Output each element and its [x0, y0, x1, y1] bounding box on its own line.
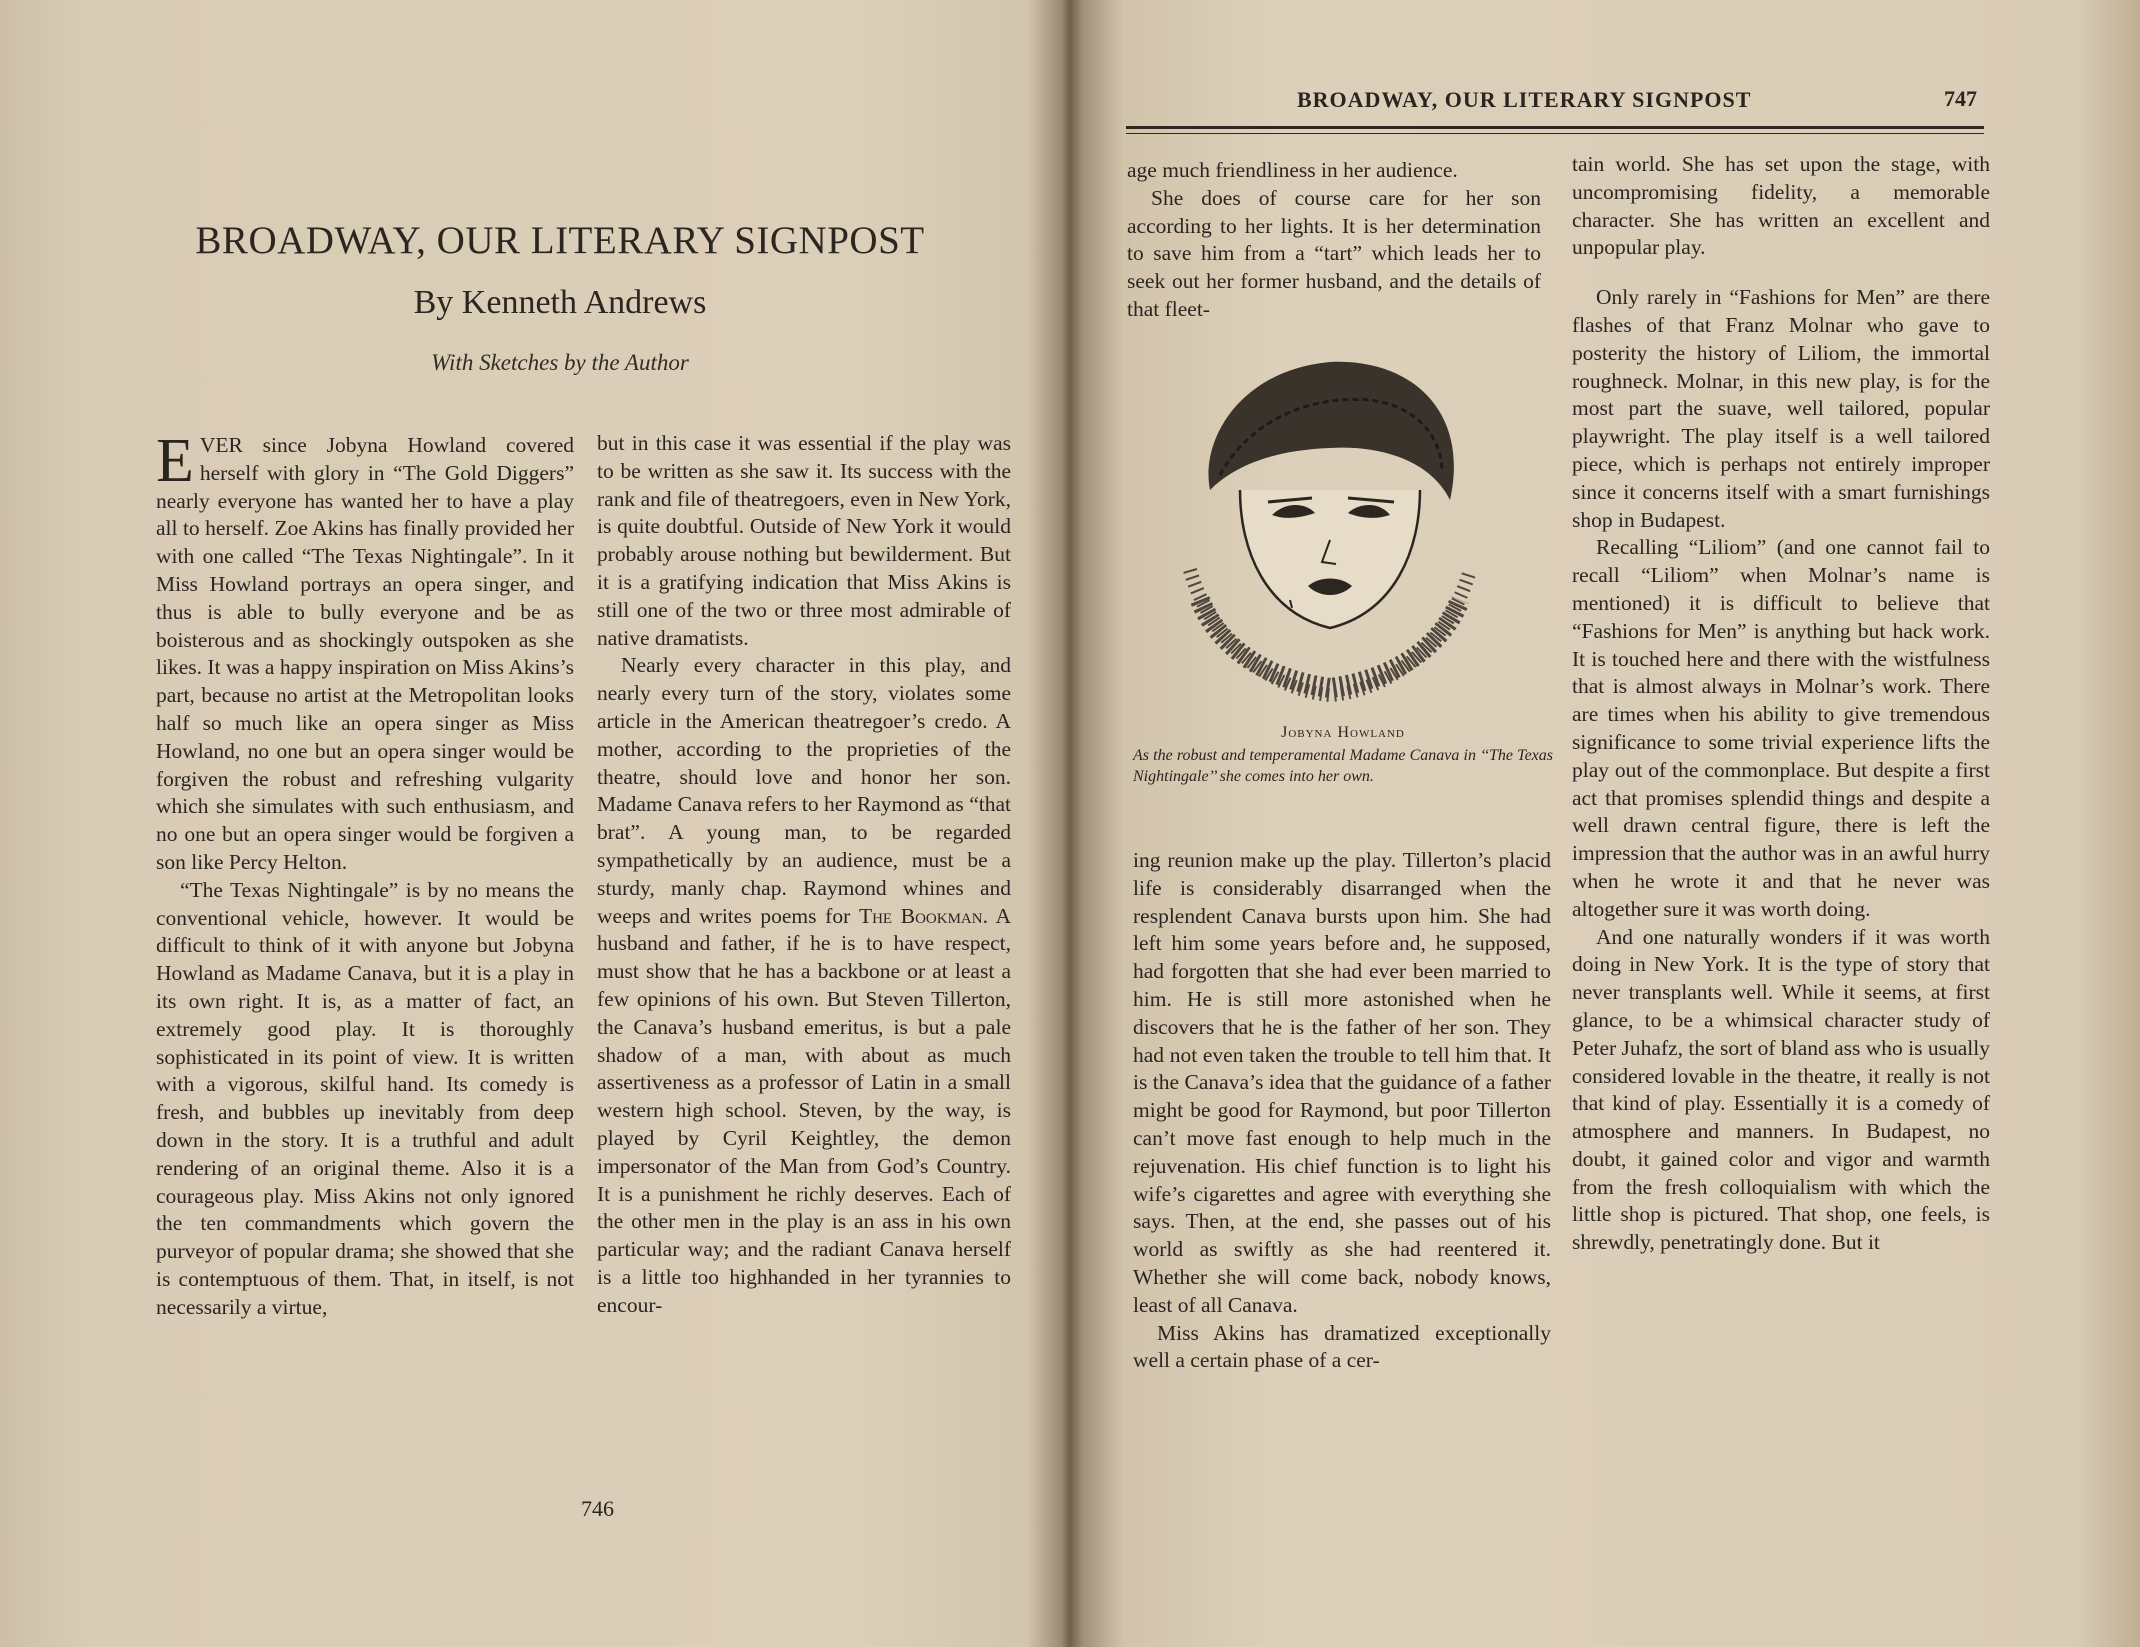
paragraph-text: VER since Jobyna Howland covered herself with glory in “The Gold Diggers” nearly everyone has wanted her to have a play all to herself. Zoe Akins has finally provided her with one called “The Texas Nightingale”. In it Miss Howland portrays an opera singer, and thus is able to bully everyone and be as boisterous and as shockingly outspoken as she likes. It was a happy inspiration on Miss Akins’s part, because no artist at the Metropolitan looks half so much like an opera singer as Miss Howland, no one but an opera singer would be forgiven the robust and refreshing vulgarity which she simulates with such enthusiasm, and no one but an opera singer would be forgiven a son like Percy Helton.: [156, 433, 574, 874]
article-byline: By Kenneth Andrews: [413, 284, 707, 321]
drop-cap: E: [156, 432, 194, 495]
paragraph: Miss Akins has dramatized exceptionally well a certain phase of a cer-: [1133, 1320, 1551, 1373]
article-title: BROADWAY, OUR LITERARY SIGNPOST: [195, 219, 925, 262]
left-page: [0, 0, 1060, 1647]
paragraph-text: . A husband and father, if he is to have respect, must show that he has a backbone or at least a few opinions of his own. But Steven Tillerton, the Canava’s husband emeritus, is but a pale shadow of a man, with about as much assertiveness as a professor of Latin in a small western high school. Steven, by the way, is played by Cyril Keightley, the demon impersonator of the Man from God’s Country. It is a punishment he richly deserves. Each of the other men in the play is an ass in his own particular way; and the radiant Canava herself is a little too highhanded in her tyrannies to encour-: [597, 903, 1011, 1317]
paragraph: “The Texas Nightingale” is by no means the conventional vehicle, however. It would be difficult to think of it with anyone but Jobyna Howland as Madame Canava, but it is a play in its own right. It is, as a matter of fact, an extremely good play. It is thoroughly sophisticated in its point of view. It is written with a vigorous, skilful hand. Its comedy is fresh, and bubbles up inevitably from deep down in the story. It is a truthful and adult rendering of an original theme. Also it is a courageous play. Miss Akins not only ignored the ten commandments which govern the purveyor of popular drama; she showed that she is contemptuous of them. That, in itself, is not necessarily a virtue,: [156, 877, 574, 1319]
page-number-right: 747: [1944, 86, 1977, 111]
paragraph: And one naturally wonders if it was worth doing in New York. It is the type of story that never transplants well. While it seems, at first glance, to be a whimsical character study of Peter Juhafz, the sort of bland ass who is usually considered lovable in the theatre, it really is not that kind of play. Essentially it is a comedy of atmosphere and manners. In Budapest, no doubt, it gained color and vigor and warmth from the fresh colloquialism with which the little shop is pictured. That shop, one feels, is shrewdly, penetratingly done. But it: [1572, 924, 1990, 1255]
paragraph-text: Nearly every character in this play, and nearly every turn of the story, violates some article in the American theatregoer’s credo. A mother, according to the proprieties of the theatre, should love and honor her son. Madame Canava refers to her Raymond as “that brat”. A young man, to be regarded sympathetically by an audience, must be a sturdy, manly chap. Raymond whines and weeps and writes poems for: [597, 653, 1011, 928]
left-column-1: [156, 432, 574, 1502]
portrait-sketch: [1180, 350, 1480, 710]
header-rule: [1126, 126, 1984, 129]
paragraph: but in this case it was essential if the play was to be written as she saw it. Its success with the rank and file of theatregoers, even in New York, is quite doubtful. Outside of New York it would probably arouse nothing but bewilderment. But it is a gratifying indication that Miss Akins is still one of the two or three most admirable of native dramatists.: [597, 431, 1011, 650]
paragraph: tain world. She has set upon the stage, with uncompromising fidelity, a memorable character. She has written an excellent and unpopular play.: [1572, 152, 1990, 260]
paragraph: Recalling “Liliom” (and one cannot fail to recall “Liliom” when Molnar’s name is mentioned) it is difficult to believe that “Fashions for Men” is anything but hack work. It is touched here and there with the wistfulness that is almost always in Molnar’s work. There are times when his ability to give tremendous significance to some trivial experience lifts the play out of the commonplace. But despite a first act that promises splendid things and despite a well drawn central figure, there is left the impression that the author was in an awful hurry when he wrote it and that he never was altogether sure it was worth doing.: [1572, 535, 1990, 921]
face-outline: [1240, 490, 1420, 628]
right-column-1-bottom: [1133, 847, 1551, 1487]
caption-text: As the robust and temperamental Madame Canava in ‘‘The Texas Nightingale’’ she comes into her own.: [1133, 747, 1553, 785]
magazine-name: The Bookman: [858, 903, 983, 928]
paragraph: She does of course care for her son according to her lights. It is her determination to save him from a “tart” which leads her to seek out her former husband, and the details of that fleet-: [1127, 185, 1541, 321]
paragraph: Only rarely in “Fashions for Men” are there flashes of that Franz Molnar who gave to posterity the history of Liliom, the immortal roughneck. Molnar, in this new play, is for the most part the suave, well tailored, popular playwright. The play itself is a well tailored piece, which is perhaps not entirely improper since it concerns itself with a smart furnishings shop in Budapest.: [1572, 285, 1990, 532]
hat-shape: [1209, 362, 1454, 500]
page-number-left: 746: [581, 1496, 614, 1521]
header-rule-thin: [1126, 133, 1984, 134]
right-column-1-top: [1127, 157, 1541, 327]
paragraph: age much friendliness in her audience.: [1127, 158, 1458, 182]
right-column-2: [1572, 151, 1990, 1491]
paragraph: [156, 432, 574, 877]
paragraph: [597, 652, 1011, 1319]
left-column-2: [597, 430, 1011, 1500]
caption-name: Jobyna Howland: [1281, 724, 1405, 741]
paragraph: ing reunion make up the play. Tillerton’s placid life is considerably disarranged when the resplendent Canava bursts upon him. She had left him some years before and, he supposed, had forgotten that she had ever been married to him. He is still more astonished when he discovers that he is the father of her son. They had not even taken the trouble to tell him that. It is the Canava’s idea that the guidance of a father might be good for Raymond, but poor Tillerton can’t move fast enough to help much in the rejuvenation. His chief function is to light his wife’s cigarettes and agree with everything she says. Then, at the end, she passes out of his world as swiftly as she had reentered it. Whether she will come back, nobody knows, least of all Canava.: [1133, 848, 1551, 1317]
sketches-note: With Sketches by the Author: [431, 350, 689, 375]
sketch-caption: [1133, 724, 1553, 787]
running-head: BROADWAY, OUR LITERARY SIGNPOST: [1297, 87, 1752, 112]
